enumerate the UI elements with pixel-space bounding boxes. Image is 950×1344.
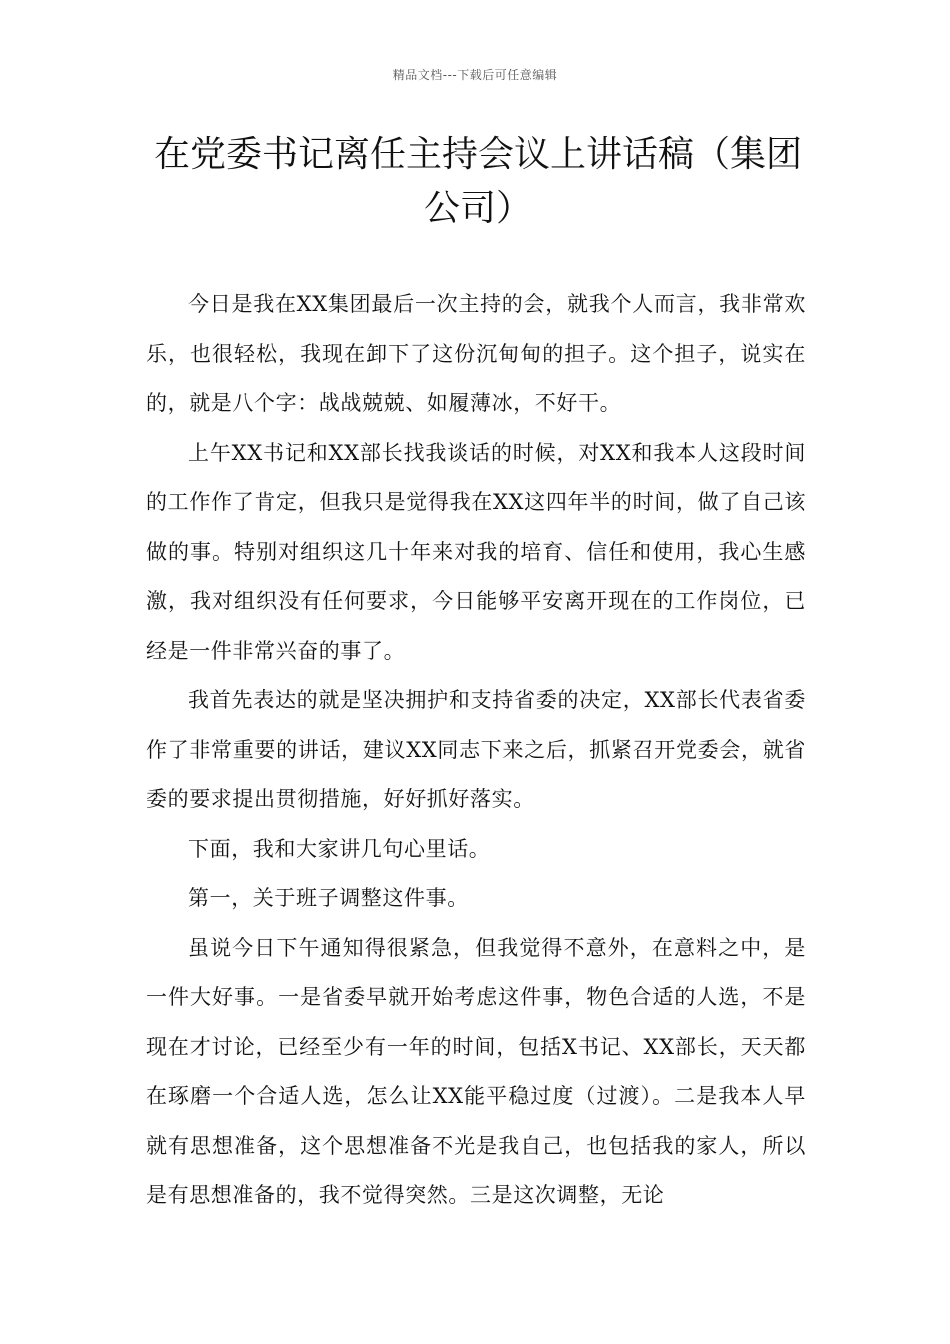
header-note: 精品文档---下载后可任意编辑 — [392, 68, 558, 82]
paragraph-5: 第一，关于班子调整这件事。 — [188, 886, 469, 910]
paragraph-3: 我首先表达的就是坚决拥护和支持省委的决定，XX部长代表省委作了非常重要的讲话，建议XX同志下来之后，抓紧召开党委会，就省委的要求提出贯彻措施，好好抓好落实。 — [146, 688, 806, 811]
paragraph-6: 虽说今日下午通知得很紧急，但我觉得不意外，在意料之中，是一件大好事。一是省委早就开始考虑这件事，物色合适的人选，不是现在才讨论，已经至少有一年的时间，包括X书记、XX部长，天天都在琢磨一个合适人选，怎么让XX能平稳过度（过渡）。二是我本人早就有思想准备，这个思想准备不光是我自己，也包括我的家人，所以是有思想准备的，我不觉得突然。三是这次调整，无论 — [146, 935, 806, 1207]
paragraph-1: 今日是我在XX集团最后一次主持的会，就我个人而言，我非常欢乐，也很轻松，我现在卸下了这份沉甸甸的担子。这个担子，说实在的，就是八个字：战战兢兢、如履薄冰，不好干。 — [146, 292, 806, 415]
paragraph-4: 下面，我和大家讲几句心里话。 — [188, 836, 491, 861]
paragraph-2: 上午XX书记和XX部长找我谈话的时候，对XX和我本人这段时间的工作作了肯定，但我只是觉得我在XX这四年半的时间，做了自己该做的事。特别对组织这几十年来对我的培育、信任和使用，我心生感激，我对组织没有任何要求，今日能够平安离开现在的工作岗位，已经是一件非常兴奋的事了。 — [146, 440, 806, 663]
page-title: 在党委书记离任主持会议上讲话稿（集团公司） — [153, 134, 802, 229]
document-body — [146, 280, 806, 1221]
